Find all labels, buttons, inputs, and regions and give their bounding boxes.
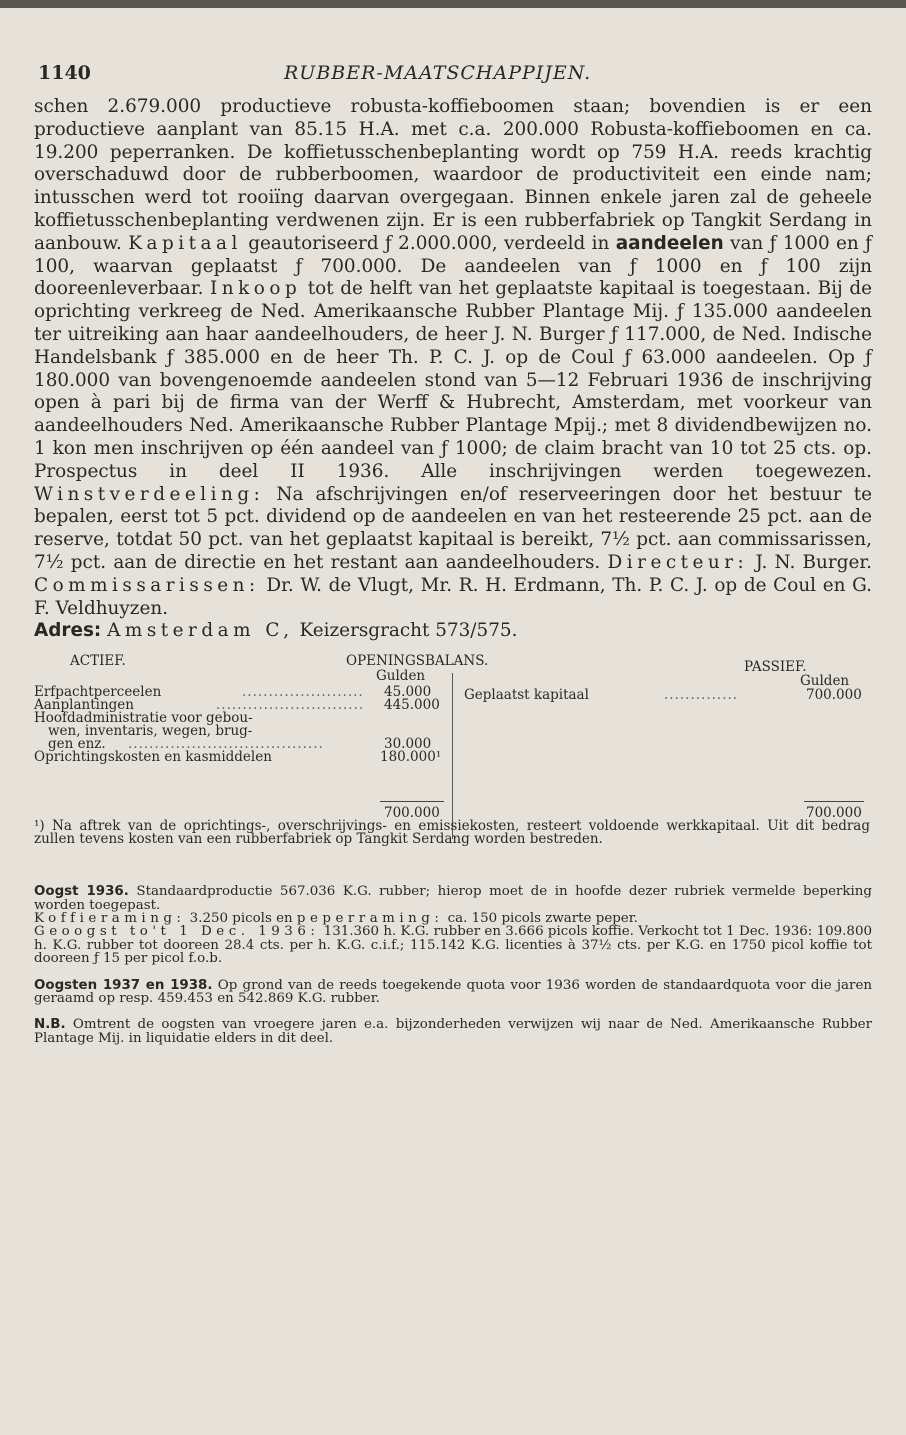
geoogst-label: Geoogst to't 1 Dec. 1936: <box>34 924 320 940</box>
oogsten-label: Oogsten 1937 en 1938. <box>34 977 213 993</box>
row-amount: 700.000 <box>806 687 862 704</box>
balance-footnote <box>34 820 870 846</box>
koffie-label: Koffieraming: <box>34 910 186 926</box>
adres-street: Keizersgracht 573/575. <box>299 620 518 642</box>
leader-dots: .............. <box>664 687 739 704</box>
row-label: Geplaatst kapitaal <box>464 687 589 704</box>
kapitaal-text-a: geautoriseerd ƒ 2.000.000, verdeeld in <box>248 232 610 254</box>
inkoop-label: Inkoop <box>210 278 302 300</box>
winstverdeeling-label: Winstverdeeling: <box>34 483 265 505</box>
row-label: Hoofdadministratie voor gebou- <box>34 710 253 727</box>
aandeelen-label: aandeelen <box>615 232 724 254</box>
adres-city: Amsterdam C, <box>107 620 294 642</box>
row-amount: 30.000 <box>384 736 432 753</box>
right-total: 700.000 <box>806 805 862 822</box>
footnote-marker: ¹) <box>34 818 45 835</box>
inkoop-text: tot de helft van het geplaatste kapitaal is toegestaan. Bij de oprichting verkreeg de Ned. Amerikaansche Rubber Plantage Mij. ƒ 135.000 aandeelen ter uitreiking aan haar aandeelhouders, de heer J. N. Burger ƒ 117.000, de Ned. Indische Handelsbank ƒ 385.000 en de heer Th. P. C. J. op de Coul ƒ 63.000 aandeelen. Op ƒ 180.000 van bovengenoemde aandeelen stond van 5—12 Februari 1936 de inschrijving open à pari bij de firma van der Werff & Hubrecht, Amsterdam, met voorkeur van aandeelhouders Ned. Amerikaansche Rubber Plantage Mpij.; met 8 dividendbewijzen no. 1 kon men inschrijven op één aandeel van ƒ 1000; de claim bracht van 10 tot 25 cts. op. Prospectus in deel II 1936. Alle inschrijvingen werden toegewezen. <box>34 278 872 482</box>
row-label: Aanplantingen <box>34 697 134 714</box>
directeur-text: J. N. Burger. <box>755 551 872 573</box>
oogsten-paragraph <box>34 979 872 1006</box>
top-border <box>0 0 906 8</box>
address-line <box>34 620 872 643</box>
body-paragraph <box>34 96 872 620</box>
balance-title: OPENINGSBALANS. <box>346 653 489 670</box>
nb-text: Omtrent de oogsten van vroegere jaren e.a. bijzonderheden verwijzen wij naar de Ned. Amerikaansche Rubber Plantage Mij. in liquidatie elders in dit deel. <box>34 1017 873 1046</box>
geoogst-paragraph <box>34 925 872 965</box>
leader-dots: ............................ <box>216 697 365 714</box>
row-label: wen, inventaris, wegen, brug- <box>48 723 253 740</box>
passief-heading: PASSIEF. <box>744 659 807 676</box>
leader-dots: ....................... <box>242 684 364 701</box>
leader-dots: ..................................... <box>128 736 324 753</box>
oogst-label: Oogst 1936. <box>34 884 129 900</box>
actief-heading: ACTIEF. <box>70 653 126 670</box>
nb-label: N.B. <box>34 1017 66 1033</box>
left-total: 700.000 <box>384 805 440 822</box>
geoogst-text: 131.360 h. K.G. rubber en 3.666 picols koffie. Verkocht tot 1 Dec. 1936: 109.800 h. K.G. rubber tot dooreen 28.4 cts. per h. K.G. c.i.f.; 115.142 K.G. licenties à 37½ cts. per K.G. en 1750 picol koffie tot dooreen ƒ 15 per picol f.o.b. <box>34 924 872 967</box>
row-amount: 445.000 <box>384 697 440 714</box>
winstverdeeling-text: Na afschrijvingen en/of reserveeringen door het bestuur te bepalen, eerst tot 5 pct. dividend op de aandeelen en van het resteerende 25 pct. aan de reserve, totdat 50 pct. van het geplaatst kapitaal is bereikt, 7½ pct. aan commissarissen, 7½ pct. aan de directie en het restant aan aandeelhouders. <box>34 483 872 573</box>
kapitaal-text-b: van ƒ 1000 en ƒ 100, waarvan geplaatst ƒ 700.000. De aandeelen van ƒ 1000 en ƒ 100 zijn dooreenleverbaar. <box>34 232 872 300</box>
running-title: RUBBER-MAATSCHAPPIJEN. <box>284 62 592 84</box>
directeur-label: Directeur: <box>607 551 749 573</box>
oogst-paragraph <box>34 885 872 912</box>
intro-text: schen 2.679.000 productieve robusta-koffieboomen staan; bovendien is er een productieve aanplant van 85.15 H.A. met c.a. 200.000 Robusta-koffieboomen en ca. 19.200 peperranken. De koffietusschenbeplanting wordt op 759 H.A. reeds krachtig overschaduwd door de rubberboomen, waardoor de productiviteit een einde nam; intusschen werd tot rooiïng daarvan overgegaan. Binnen enkele jaren zal de geheele koffietusschenbeplanting verdwenen zijn. Er is een rubberfabriek op Tangkit Serdang in aanbouw. <box>34 96 872 254</box>
row-label: Oprichtingskosten en kasmiddelen <box>34 749 272 766</box>
commissarissen-label: Commissarissen: <box>34 574 260 596</box>
commissarissen-text: Dr. W. de Vlugt, Mr. R. H. Erdmann, Th. P. C. J. op de Coul en G. F. Veldhuyzen. <box>34 574 872 619</box>
total-rule <box>804 801 864 802</box>
row-label: gen enz. <box>48 736 106 753</box>
peper-text: ca. 150 picols zwarte peper. <box>447 910 638 926</box>
koffie-paragraph <box>34 912 872 925</box>
opening-balance-table <box>34 653 872 848</box>
row-label: Erfpachtperceelen <box>34 684 162 701</box>
peper-label: peperraming: <box>296 910 444 926</box>
koffie-text: 3.250 picols en <box>189 910 293 926</box>
currency-left: Gulden <box>376 668 426 685</box>
kapitaal-label: Kapitaal <box>128 232 242 254</box>
company-description <box>34 96 872 643</box>
page <box>34 62 872 1045</box>
page-header <box>34 62 872 96</box>
row-amount: 45.000 <box>384 684 432 701</box>
row-amount: 180.000¹ <box>380 749 442 766</box>
total-rule <box>380 801 444 802</box>
page-number: 1140 <box>38 62 91 84</box>
adres-label: Adres: <box>34 620 102 642</box>
column-divider <box>452 673 453 839</box>
footnote-text: Na aftrek van de oprichtings-, overschrijvings- en emissiekosten, resteert voldoende werkkapitaal. Uit dit bedrag zullen tevens kosten van een rubberfabriek op Tangkit Serdang worden bestreden. <box>34 818 871 848</box>
nb-paragraph <box>34 1018 872 1045</box>
notes-section <box>34 885 872 1045</box>
oogst-text: Standaardproductie 567.036 K.G. rubber; hierop moet de in hoofde dezer rubriek vermelde beperking worden toegepast. <box>34 884 872 913</box>
currency-right: Gulden <box>800 673 850 690</box>
oogsten-text: Op grond van de reeds toegekende quota voor 1936 worden de standaardquota voor die jaren geraamd op resp. 459.453 en 542.869 K.G. rubber. <box>34 977 872 1006</box>
